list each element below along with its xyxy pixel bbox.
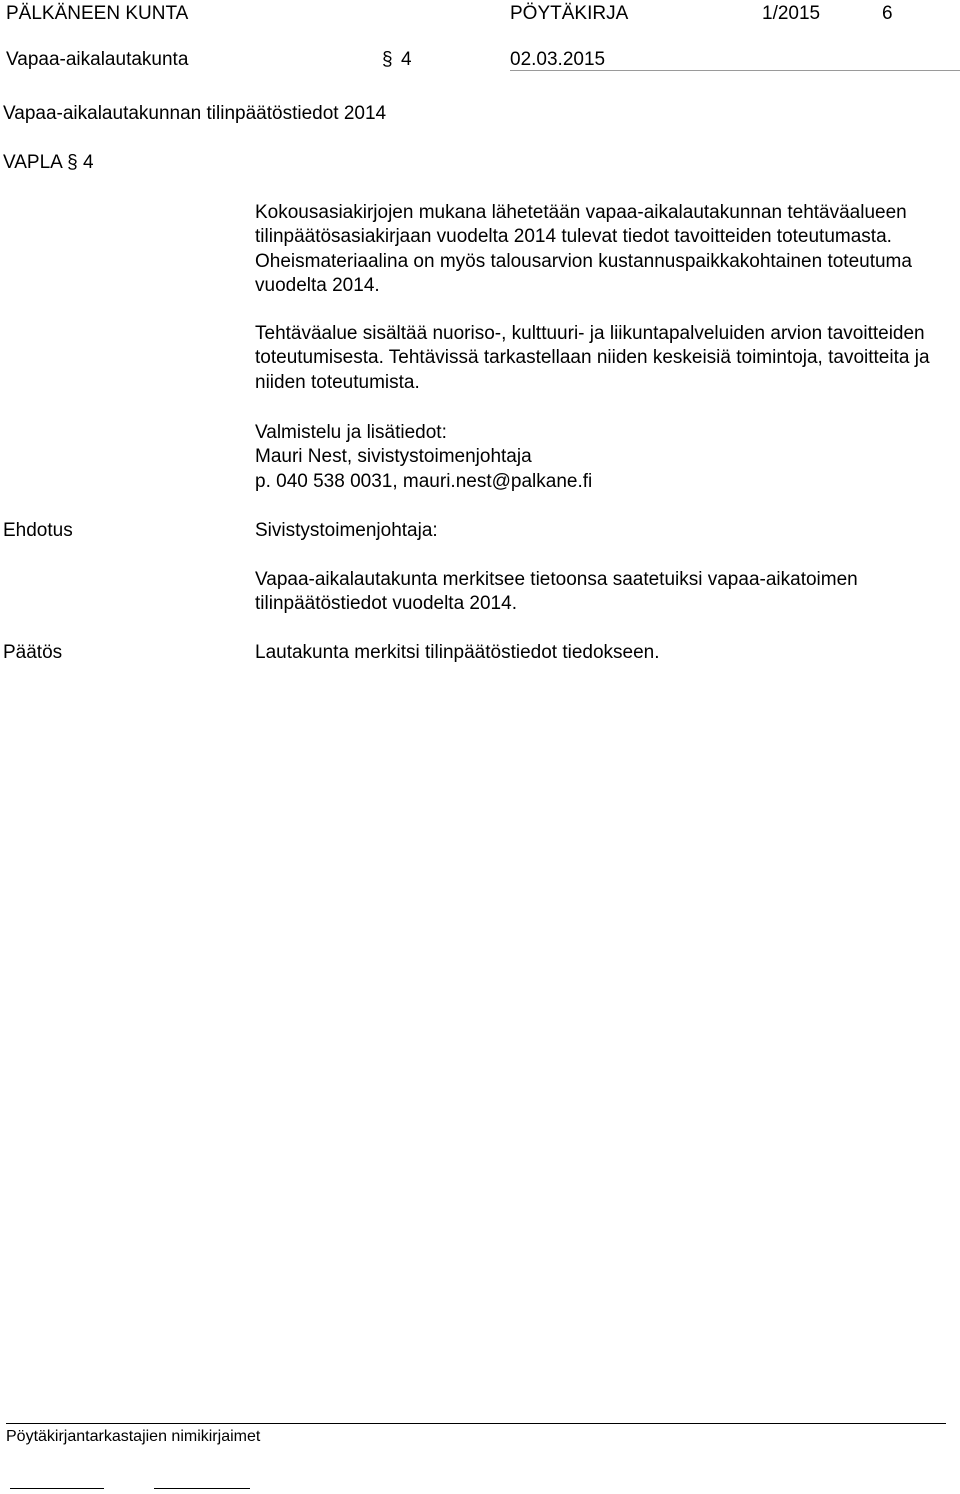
section-symbol: §: [382, 49, 393, 70]
proposal-proposer: Sivistystoimenjohtaja:: [255, 520, 438, 541]
decision-text: Lautakunta merkitsi tilinpäätöstiedot tiedokseen.: [255, 642, 660, 663]
item-reference: [3, 151, 94, 175]
body-paragraph-1: Kokousasiakirjojen mukana lähetetään vapaa-aikalautakunnan tehtäväalueen tilinpäätösasiakirjaan vuodelta 2014 tulevat tiedot tavoitteiden toteutumasta. Oheismateriaalina on myös talousarvion kustannuspaikkakohtainen toteutuma vuodelta 2014.: [255, 202, 912, 297]
proposal-text: Vapaa-aikalautakunta merkitsee tietoonsa saatetuiksi vapaa-aikatoimen tilinpäätöstiedot vuodelta 2014.: [255, 569, 858, 615]
page-number: 6: [882, 3, 893, 24]
decision-label: Päätös: [3, 642, 63, 663]
header-rule: [510, 70, 960, 71]
footer-rule: [6, 1423, 946, 1424]
document-type: PÖYTÄKIRJA: [510, 3, 629, 24]
reference-section-symbol: §: [67, 152, 78, 173]
contact-heading: Valmistelu ja lisätiedot:: [255, 422, 447, 443]
section-number: 4: [401, 49, 412, 70]
reference-number: 4: [82, 152, 94, 173]
proposal-label: Ehdotus: [3, 520, 73, 541]
reference-label: VAPLA: [3, 152, 62, 173]
signature-line-1: [10, 1488, 104, 1489]
contact-details: p. 040 538 0031, mauri.nest@palkane.fi: [255, 471, 593, 492]
signatures-label: Pöytäkirjantarkastajien nimikirjaimet: [6, 1428, 261, 1445]
document-number: 1/2015: [762, 3, 821, 24]
meeting-date: 02.03.2015: [510, 49, 606, 70]
board-name: Vapaa-aikalautakunta: [6, 49, 189, 70]
item-title: Vapaa-aikalautakunnan tilinpäätöstiedot 2014: [3, 103, 387, 124]
contact-name: Mauri Nest, sivistystoimenjohtaja: [255, 446, 532, 467]
body-paragraph-2: Tehtäväalue sisältää nuoriso-, kulttuuri- ja liikuntapalveluiden arvion tavoitteiden toteutumisesta. Tehtävissä tarkastellaan niiden keskeisiä toimintoja, tavoitteita ja niiden toteutumista.: [255, 323, 930, 393]
signature-line-2: [154, 1488, 250, 1489]
municipality-name: PÄLKÄNEEN KUNTA: [6, 3, 189, 24]
